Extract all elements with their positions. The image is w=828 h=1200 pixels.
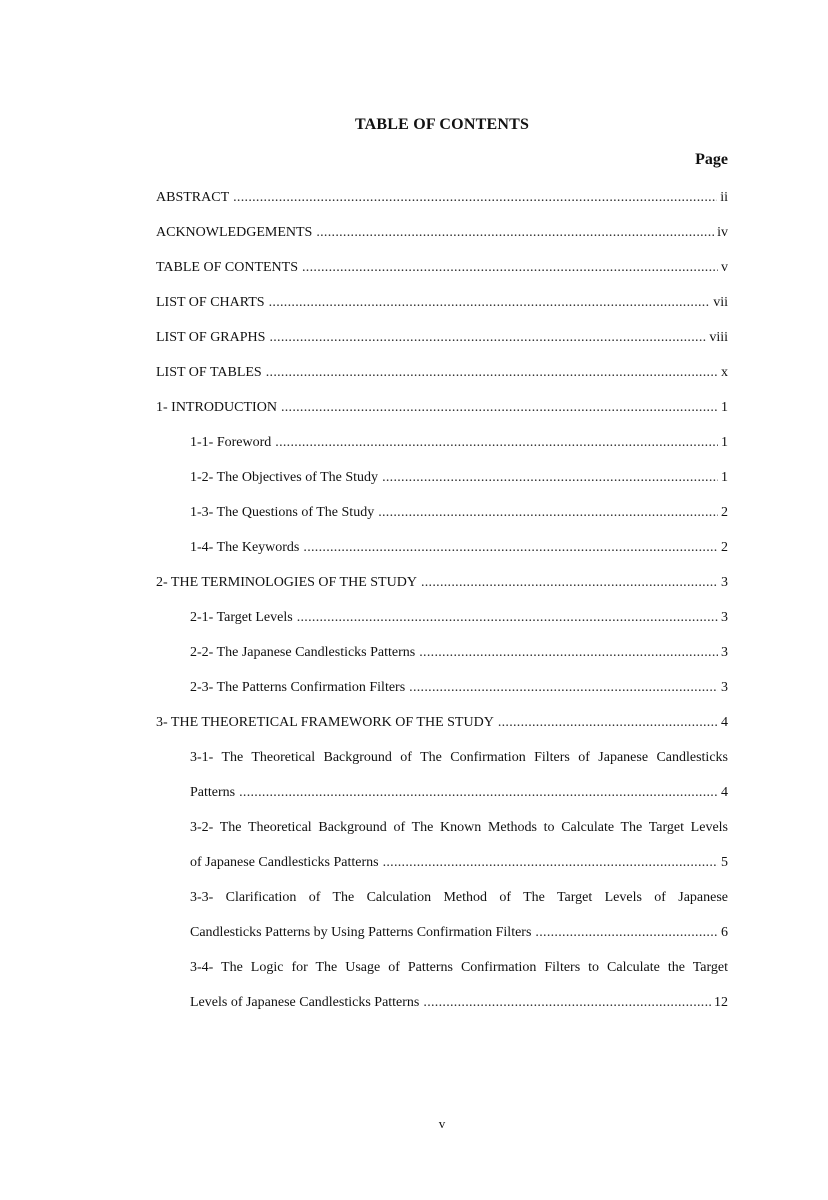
leader-dots [378, 505, 718, 521]
leader-dots [297, 610, 718, 626]
toc-entry-label: of Japanese Candlesticks Patterns [190, 855, 379, 870]
toc-entry-target-levels[interactable] [156, 600, 728, 635]
toc-entry-page: 3 [721, 680, 728, 695]
leader-dots [383, 855, 718, 871]
toc-entry-page: 1 [721, 470, 728, 485]
toc-entry-label: 1-1- Foreword [190, 435, 272, 450]
leader-dots [233, 190, 717, 206]
toc-entry-page: 12 [714, 995, 728, 1010]
toc-entry-page: x [721, 365, 728, 380]
toc-entry-label: 2- THE TERMINOLOGIES OF THE STUDY [156, 575, 417, 590]
leader-dots [239, 785, 718, 801]
toc-entry-label: ABSTRACT [156, 190, 230, 205]
toc-entry-label: Patterns [190, 785, 236, 800]
toc-entry-label: 1-4- The Keywords [190, 540, 300, 555]
toc-entry-theoretical-framework[interactable] [156, 705, 728, 740]
leader-dots [303, 540, 718, 556]
toc-entry-label: LIST OF TABLES [156, 365, 262, 380]
toc-entry-list-of-charts[interactable] [156, 285, 728, 320]
toc-entry-page: 2 [721, 505, 728, 520]
toc-entry-page: 3 [721, 575, 728, 590]
toc-entry-page: 1 [721, 400, 728, 415]
leader-dots [409, 680, 718, 696]
toc-entry-keywords[interactable] [156, 530, 728, 565]
toc-entry-3-2-line1[interactable] [156, 810, 728, 845]
toc-entry-label: 3- THE THEORETICAL FRAMEWORK OF THE STUDY [156, 715, 494, 730]
toc-entry-page: viii [709, 330, 728, 345]
leader-dots [421, 575, 718, 591]
toc-entry-acknowledgements[interactable] [156, 215, 728, 250]
toc-entry-label: 1- INTRODUCTION [156, 400, 277, 415]
leader-dots [269, 295, 711, 311]
toc-entry-3-4-line2[interactable] [156, 985, 728, 1020]
leader-dots [281, 400, 718, 416]
leader-dots [275, 435, 718, 451]
toc-entry-objectives[interactable] [156, 460, 728, 495]
toc-entry-label: 3-1- The Theoretical Background of The Confirmation Filters of Japanese Candlesticks [190, 750, 728, 765]
toc-entry-page: 3 [721, 645, 728, 660]
toc-entry-label: 1-2- The Objectives of The Study [190, 470, 379, 485]
toc-entry-table-of-contents[interactable] [156, 250, 728, 285]
leader-dots [302, 260, 718, 276]
toc-title: TABLE OF CONTENTS [354, 116, 530, 133]
toc-entry-questions[interactable] [156, 495, 728, 530]
toc-entry-label: 3-3- Clarification of The Calculation Method of The Target Levels of Japanese [190, 890, 728, 905]
leader-dots [266, 365, 718, 381]
toc-entry-label: 2-1- Target Levels [190, 610, 293, 625]
toc-entry-page: ii [720, 190, 728, 205]
footer-page-number: v [438, 1116, 446, 1131]
toc-entry-foreword[interactable] [156, 425, 728, 460]
toc-entry-page: iv [717, 225, 728, 240]
toc-entry-page: 6 [721, 925, 728, 940]
toc-entry-3-1-line2[interactable] [156, 775, 728, 810]
toc-entry-introduction[interactable] [156, 390, 728, 425]
toc-entry-abstract[interactable] [156, 180, 728, 215]
toc-entry-page: 5 [721, 855, 728, 870]
toc-entry-label: Candlesticks Patterns by Using Patterns Confirmation Filters [190, 925, 532, 940]
toc-entry-label: LIST OF GRAPHS [156, 330, 266, 345]
toc-entry-label: TABLE OF CONTENTS [156, 260, 298, 275]
toc-entry-label: LIST OF CHARTS [156, 295, 265, 310]
toc-entry-label: 3-4- The Logic for The Usage of Patterns Confirmation Filters to Calculate the Target [190, 960, 728, 975]
toc-entry-label: 3-2- The Theoretical Background of The Known Methods to Calculate The Target Levels [190, 820, 728, 835]
leader-dots [498, 715, 718, 731]
toc-entry-page: 3 [721, 610, 728, 625]
toc-entry-label: 1-3- The Questions of The Study [190, 505, 375, 520]
leader-dots [423, 995, 711, 1011]
toc-entry-3-2-line2[interactable] [156, 845, 728, 880]
leader-dots [535, 925, 718, 941]
leader-dots [316, 225, 714, 241]
toc-entry-label: Levels of Japanese Candlesticks Patterns [190, 995, 420, 1010]
toc-entry-label: ACKNOWLEDGEMENTS [156, 225, 313, 240]
toc-entry-page: v [721, 260, 728, 275]
toc-entry-candlesticks-patterns[interactable] [156, 635, 728, 670]
toc-entry-page: 2 [721, 540, 728, 555]
toc-entry-terminologies[interactable] [156, 565, 728, 600]
leader-dots [269, 330, 706, 346]
toc-entry-page: 4 [721, 715, 728, 730]
toc-entry-3-1-line1[interactable] [156, 740, 728, 775]
toc-entry-3-4-line1[interactable] [156, 950, 728, 985]
toc-entry-label: 2-3- The Patterns Confirmation Filters [190, 680, 406, 695]
toc-entry-label: 2-2- The Japanese Candlesticks Patterns [190, 645, 416, 660]
toc-entry-confirmation-filters[interactable] [156, 670, 728, 705]
toc-entry-page: vii [713, 295, 728, 310]
page-column-label: Page [695, 151, 728, 168]
toc-entry-page: 4 [721, 785, 728, 800]
toc-entry-list-of-graphs[interactable] [156, 320, 728, 355]
leader-dots [419, 645, 718, 661]
leader-dots [382, 470, 718, 486]
toc-entry-3-3-line1[interactable] [156, 880, 728, 915]
toc-entry-3-3-line2[interactable] [156, 915, 728, 950]
toc-list [156, 180, 728, 1020]
toc-entry-list-of-tables[interactable] [156, 355, 728, 390]
toc-entry-page: 1 [721, 435, 728, 450]
